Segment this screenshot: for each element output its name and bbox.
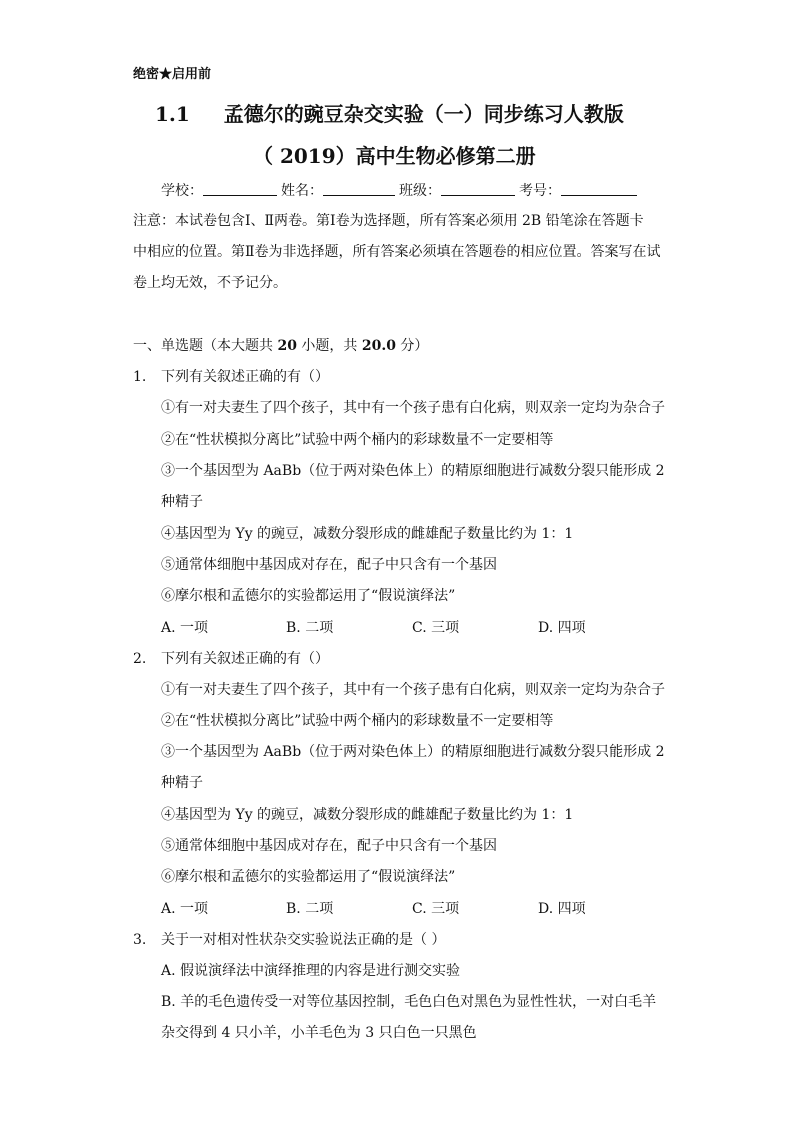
question-1-statement: ③一个基因型为 AaBb（位于两对染色体上）的精原细胞进行减数分裂只能形成 2 xyxy=(161,463,665,479)
notice-line-1: 注意：本试卷包含Ⅰ、Ⅱ两卷。第Ⅰ卷为选择题，所有答案必须用 2B 铅笔涂在答题卡 xyxy=(133,213,644,229)
title-line-1 xyxy=(155,101,624,127)
question-1-statement: ⑤通常体细胞中基因成对存在，配子中只含有一个基因 xyxy=(161,557,497,573)
exam-number-field[interactable]: 考号： xyxy=(519,182,641,200)
question-2-statement: ②在“性状模拟分离比”试验中两个桶内的彩球数量不一定要相等 xyxy=(161,713,554,729)
student-info-fields xyxy=(161,182,641,200)
question-count: 20 xyxy=(277,338,297,354)
total-score: 20.0 xyxy=(361,338,396,354)
class-blank[interactable] xyxy=(441,182,515,196)
question-1-option-b[interactable]: B. 二项 xyxy=(286,620,334,636)
question-1-option-d[interactable]: D. 四项 xyxy=(538,620,586,636)
question-1-statement: ②在“性状模拟分离比”试验中两个桶内的彩球数量不一定要相等 xyxy=(161,432,554,448)
notice-line-3: 卷上均无效，不予记分。 xyxy=(133,275,287,291)
question-2-statement: ①有一对夫妻生了四个孩子，其中有一个孩子患有白化病，则双亲一定均为杂合子 xyxy=(161,682,665,698)
school-field[interactable]: 学校： xyxy=(161,182,281,200)
exam-number-blank[interactable] xyxy=(561,182,637,196)
question-2-option-d[interactable]: D. 四项 xyxy=(538,901,586,917)
question-2-statement: ⑥摩尔根和孟德尔的实验都运用了“假说演绎法” xyxy=(161,869,456,885)
title-text: 孟德尔的豌豆杂交实验（一）同步练习人教版 xyxy=(223,102,624,126)
question-1-stem: 1. 下列有关叙述正确的有（） xyxy=(133,369,329,385)
title-line-2: （ 2019）高中生物必修第二册 xyxy=(253,144,536,168)
name-field[interactable]: 姓名： xyxy=(281,182,399,200)
class-field[interactable]: 班级： xyxy=(399,182,519,200)
school-blank[interactable] xyxy=(203,182,277,196)
question-2-option-c[interactable]: C. 三项 xyxy=(412,901,460,917)
question-2-stem: 2. 下列有关叙述正确的有（） xyxy=(133,651,329,667)
section-heading: 一、单选题（本大题共 20 小题，共 20.0 分） xyxy=(133,338,429,354)
name-blank[interactable] xyxy=(323,182,395,196)
question-1-option-c[interactable]: C. 三项 xyxy=(412,620,460,636)
question-2-statement: ③一个基因型为 AaBb（位于两对染色体上）的精原细胞进行减数分裂只能形成 2 xyxy=(161,744,665,760)
question-3-option-a[interactable]: A. 假说演绎法中演绎推理的内容是进行测交实验 xyxy=(161,963,461,979)
question-2-statement: 种精子 xyxy=(161,775,203,791)
question-1-statement: 种精子 xyxy=(161,494,203,510)
question-3-option-b[interactable]: B. 羊的毛色遗传受一对等位基因控制，毛色白色对黑色为显性性状，一对白毛羊 xyxy=(161,994,657,1010)
question-2-option-b[interactable]: B. 二项 xyxy=(286,901,334,917)
question-1-statement: ④基因型为 Yy 的豌豆，减数分裂形成的雌雄配子数量比约为 1：1 xyxy=(161,526,574,542)
question-1-statement: ①有一对夫妻生了四个孩子，其中有一个孩子患有白化病，则双亲一定均为杂合子 xyxy=(161,400,665,416)
question-2-option-a[interactable]: A. 一项 xyxy=(161,901,209,917)
question-2-statement: ④基因型为 Yy 的豌豆，减数分裂形成的雌雄配子数量比约为 1：1 xyxy=(161,807,574,823)
question-3-option-b-continued: 杂交得到 4 只小羊，小羊毛色为 3 只白色一只黑色 xyxy=(161,1025,477,1041)
question-1-statement: ⑥摩尔根和孟德尔的实验都运用了“假说演绎法” xyxy=(161,588,456,604)
confidential-label: 绝密★启用前 xyxy=(133,67,212,82)
title-number: 1.1 xyxy=(155,102,190,126)
notice-line-2: 中相应的位置。第Ⅱ卷为非选择题，所有答案必须填在答题卷的相应位置。答案写在试 xyxy=(133,244,661,260)
question-3-stem: 3. 关于一对相对性状杂交实验说法正确的是（ ） xyxy=(133,932,446,948)
question-1-option-a[interactable]: A. 一项 xyxy=(161,620,209,636)
question-2-statement: ⑤通常体细胞中基因成对存在，配子中只含有一个基因 xyxy=(161,838,497,854)
